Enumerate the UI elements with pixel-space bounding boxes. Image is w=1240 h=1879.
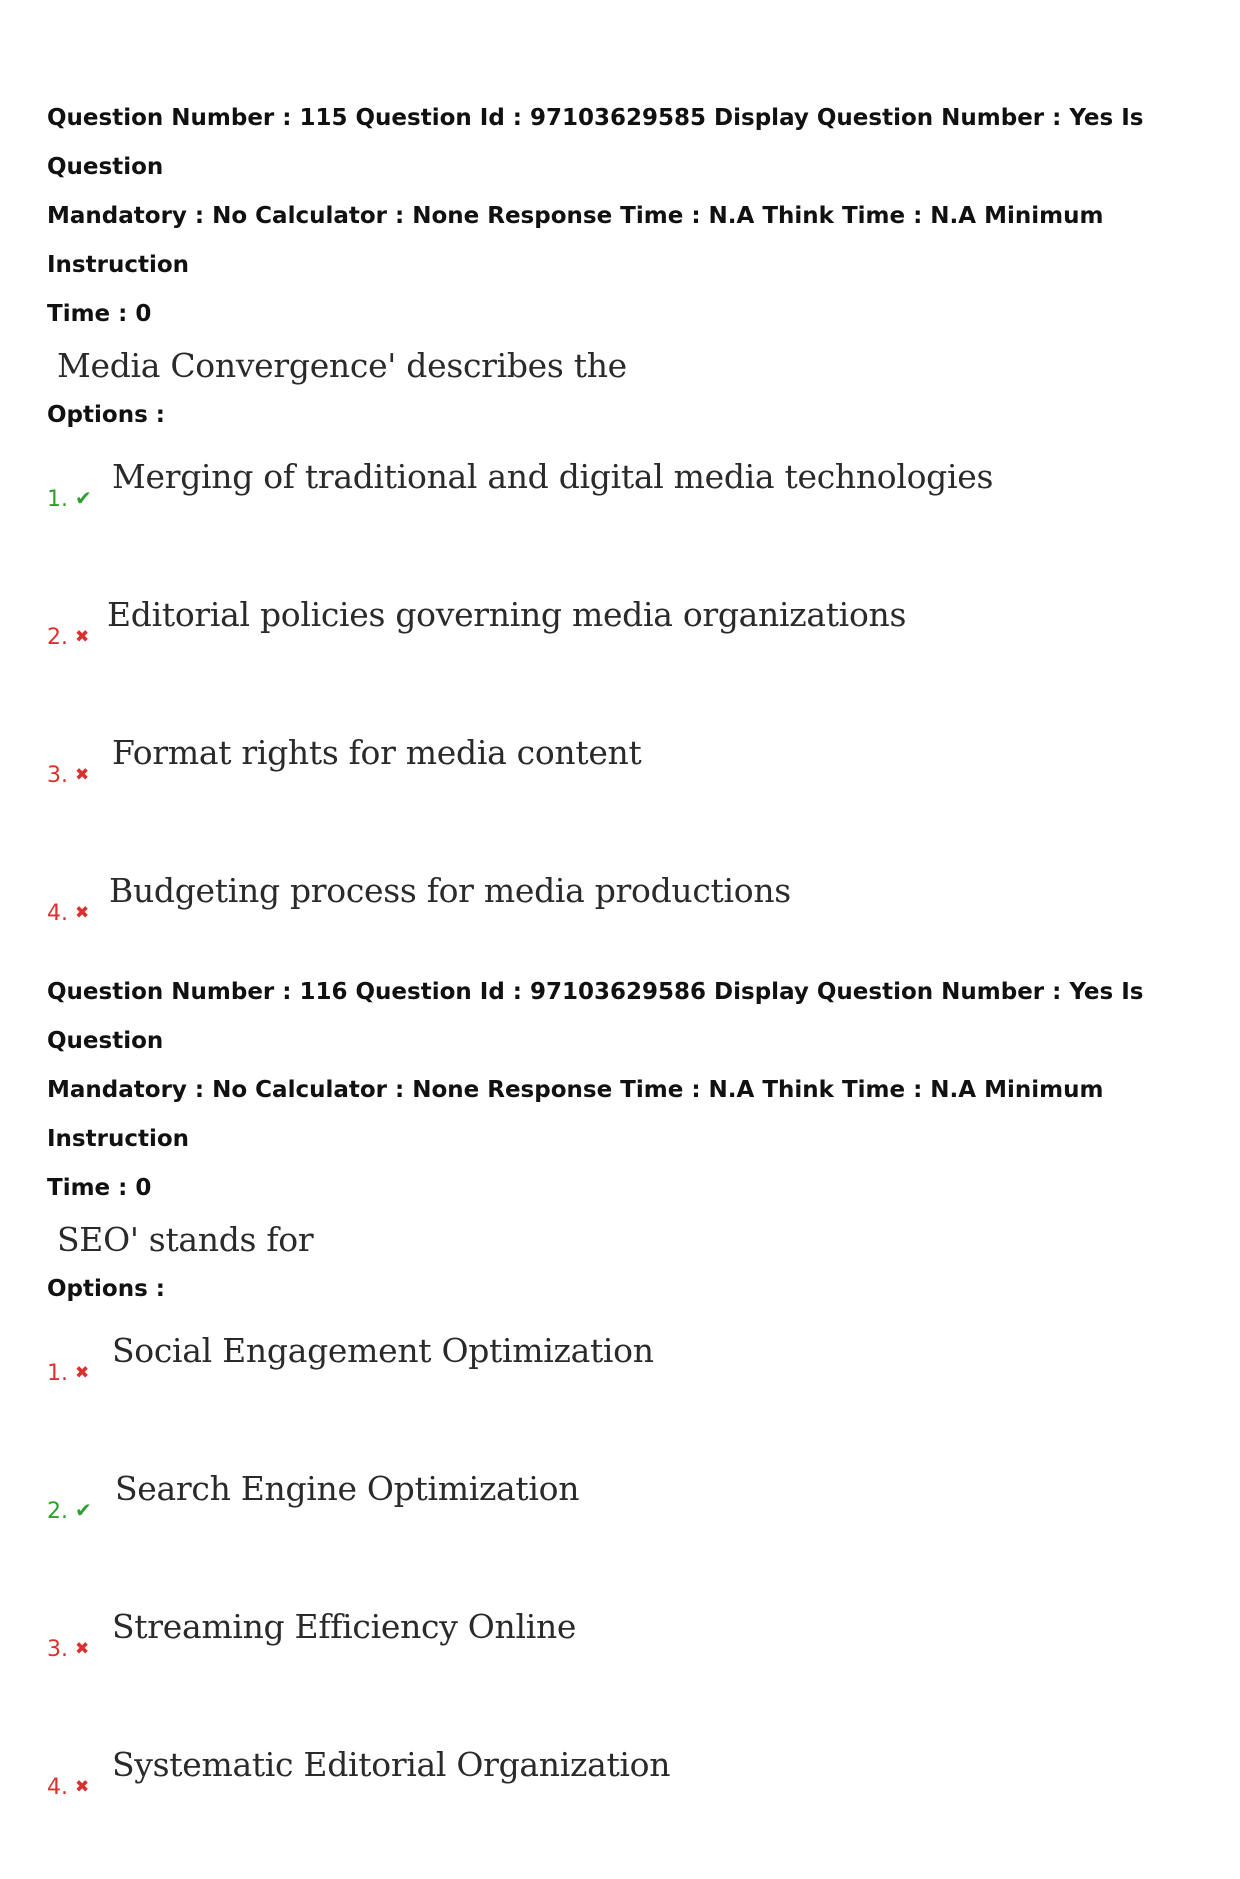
cross-icon: ✖ [75, 903, 90, 923]
option-text: Systematic Editorial Organization [112, 1745, 671, 1784]
option-number: 1. [47, 487, 68, 512]
question-stem: SEO' stands for [57, 1220, 314, 1259]
option-number: 2. [47, 625, 68, 650]
option-number: 1. [47, 1361, 68, 1386]
option-2 [47, 1465, 1207, 1603]
question-metadata [47, 968, 1207, 1213]
option-4 [47, 1741, 1207, 1879]
metadata-line-1: Question Number : 115 Question Id : 97103629585 Display Question Number : Yes Is Question [47, 105, 1144, 180]
option-text: Search Engine Optimization [115, 1469, 580, 1508]
check-icon: ✔ [75, 486, 92, 510]
option-text: Format rights for media content [112, 733, 642, 772]
options-label: Options : [47, 402, 165, 428]
option-number: 3. [47, 1637, 68, 1662]
question-block-115 [47, 94, 1207, 1005]
cross-icon: ✖ [75, 1777, 90, 1797]
metadata-line-3: Time : 0 [47, 1175, 152, 1201]
option-1 [47, 453, 1207, 591]
cross-icon: ✖ [75, 627, 90, 647]
cross-icon: ✖ [75, 1363, 90, 1383]
metadata-line-3: Time : 0 [47, 301, 152, 327]
option-number: 4. [47, 901, 68, 926]
option-text: Editorial policies governing media organizations [107, 595, 907, 634]
option-text: Social Engagement Optimization [112, 1331, 654, 1370]
metadata-line-2: Mandatory : No Calculator : None Response Time : N.A Think Time : N.A Minimum Instruction [47, 1077, 1104, 1152]
option-number: 2. [47, 1499, 68, 1524]
option-text: Merging of traditional and digital media technologies [112, 457, 994, 496]
cross-icon: ✖ [75, 765, 90, 785]
option-3 [47, 729, 1207, 867]
cross-icon: ✖ [75, 1639, 90, 1659]
option-text: Streaming Efficiency Online [112, 1607, 577, 1646]
option-number: 4. [47, 1775, 68, 1800]
question-metadata [47, 94, 1207, 339]
option-number: 3. [47, 763, 68, 788]
check-icon: ✔ [75, 1498, 92, 1522]
question-block-116 [47, 968, 1207, 1879]
option-2 [47, 591, 1207, 729]
option-3 [47, 1603, 1207, 1741]
metadata-line-1: Question Number : 116 Question Id : 97103629586 Display Question Number : Yes Is Question [47, 979, 1144, 1054]
options-label: Options : [47, 1276, 165, 1302]
option-text: Budgeting process for media productions [109, 871, 791, 910]
question-stem: Media Convergence' describes the [57, 346, 627, 385]
metadata-line-2: Mandatory : No Calculator : None Response Time : N.A Think Time : N.A Minimum Instruction [47, 203, 1104, 278]
option-1 [47, 1327, 1207, 1465]
